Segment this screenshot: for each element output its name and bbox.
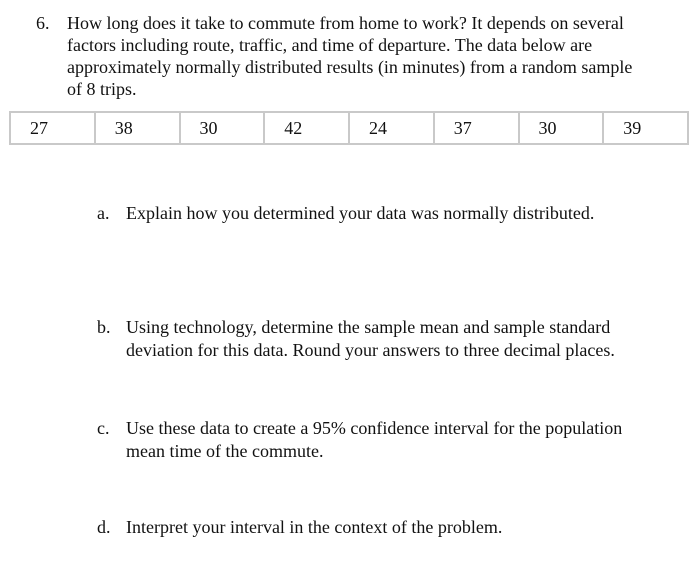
data-cell: 30 xyxy=(520,113,605,143)
question-line: of 8 trips. xyxy=(67,79,137,99)
question-line: approximately normally distributed results (in minutes) from a random sample xyxy=(67,57,633,77)
part-label: a. xyxy=(97,203,110,223)
question-number: 6. xyxy=(36,13,50,33)
data-cell: 37 xyxy=(435,113,520,143)
data-cell: 39 xyxy=(623,117,642,138)
data-cell: 30 xyxy=(181,113,266,143)
part-label: c. xyxy=(97,418,110,438)
part-line: mean time of the commute. xyxy=(126,441,324,461)
part-line: Use these data to create a 95% confidence interval for the population xyxy=(126,418,623,438)
data-cell: 27 xyxy=(11,113,96,143)
part-text xyxy=(126,316,686,362)
part-text xyxy=(126,516,686,539)
part-line: Using technology, determine the sample mean and sample standard xyxy=(126,317,611,337)
question-line: factors including route, traffic, and time of departure. The data below are xyxy=(67,35,593,55)
part-label: d. xyxy=(97,517,111,537)
commute-data-table xyxy=(9,111,689,145)
part-line: Interpret your interval in the context of the problem. xyxy=(126,517,503,537)
data-cell: 38 xyxy=(96,113,181,143)
question-text xyxy=(67,12,687,100)
part-line: deviation for this data. Round your answers to three decimal places. xyxy=(126,340,615,360)
part-text xyxy=(126,417,686,463)
part-text xyxy=(126,202,686,225)
data-cell: 42 xyxy=(265,113,350,143)
data-cell: 24 xyxy=(350,113,435,143)
part-line: Explain how you determined your data was normally distributed. xyxy=(126,203,595,223)
question-line: How long does it take to commute from home to work? It depends on several xyxy=(67,13,624,33)
part-label: b. xyxy=(97,317,111,337)
